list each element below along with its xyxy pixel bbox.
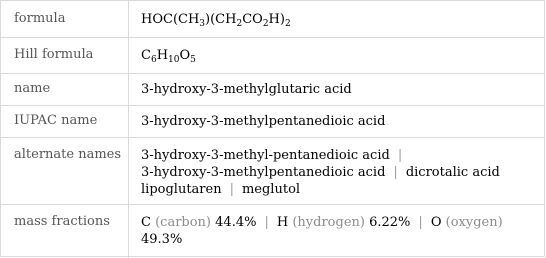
value-name: 3-hydroxy-3-methylglutaric acid xyxy=(141,82,352,97)
label-formula: formula xyxy=(14,11,66,26)
separator: | xyxy=(397,148,403,163)
label-alternate-names: alternate names xyxy=(14,147,122,162)
label-hill-formula: Hill formula xyxy=(14,47,94,62)
row-name xyxy=(1,74,544,106)
alternate-name: 3-hydroxy-3-methyl-pentanedioic acid xyxy=(141,148,390,163)
row-mass-fractions xyxy=(1,205,544,258)
separator: | xyxy=(418,215,423,230)
value-hill-formula: $C_6H_{10}O_5$ xyxy=(141,48,196,65)
column-divider xyxy=(128,138,129,204)
value-iupac-name: 3-hydroxy-3-methylpentanedioic acid xyxy=(141,114,386,129)
separator: | xyxy=(229,182,234,197)
value-mass-fractions xyxy=(141,214,536,248)
column-divider xyxy=(128,74,129,105)
row-formula xyxy=(1,1,544,38)
separator: | xyxy=(264,215,269,230)
column-divider xyxy=(128,205,129,258)
column-divider xyxy=(128,106,129,137)
row-iupac-name xyxy=(1,106,544,138)
label-mass-fractions: mass fractions xyxy=(14,214,110,229)
column-divider xyxy=(128,38,129,73)
mass-fraction-oxygen: O (oxygen) 49.3% xyxy=(141,215,503,247)
alternate-name: meglutol xyxy=(241,182,301,197)
label-iupac-name: IUPAC name xyxy=(14,113,98,128)
separator: | xyxy=(393,165,398,180)
value-alternate-names xyxy=(141,147,536,198)
alternate-name: dicrotalic acid xyxy=(405,165,500,180)
mass-fraction-hydrogen: H (hydrogen) 6.22% xyxy=(276,215,411,230)
row-hill-formula xyxy=(1,38,544,74)
row-alternate-names xyxy=(1,138,544,205)
label-name: name xyxy=(14,81,51,96)
mass-fraction-carbon: C (carbon) 44.4% xyxy=(141,215,257,230)
column-divider xyxy=(128,1,129,37)
alternate-name: lipoglutaren xyxy=(141,182,222,197)
alternate-name: 3-hydroxy-3-methylpentanedioic acid xyxy=(141,165,386,180)
value-formula: $HOC(CH_3)(CH_2CO_2H)_2$ xyxy=(141,12,291,29)
